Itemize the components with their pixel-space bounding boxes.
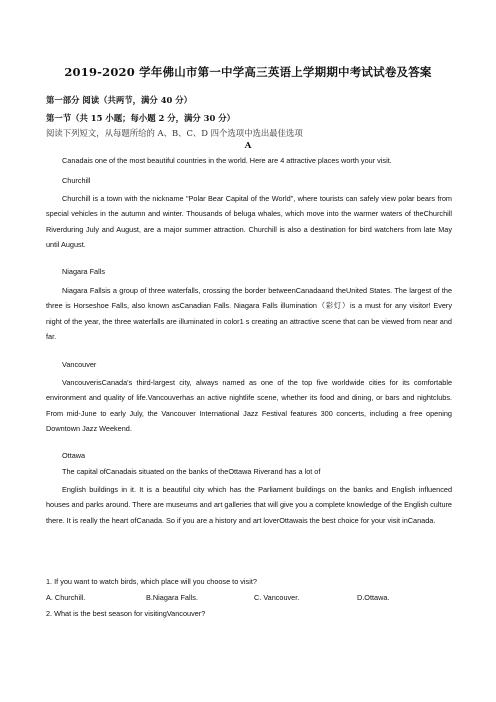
question-1: 1. If you want to watch birds, which place will you choose to visit? <box>46 577 257 586</box>
ottawa-paragraph: English buildings in it. It is a beautiful city which has the Parliament buildings on the banks and English influenced houses and parks around. There are museums and art galleries that will give you a complete knowledge of the English culture there. It is really the heart ofCanada. So if you are a history and art loverOttawais the best choice for your visit inCanada. <box>46 485 452 525</box>
part-heading: 第一部分 阅读（共两节，满分 40 分） <box>46 95 193 105</box>
ottawa-first-line: The capital ofCanadais situated on the banks of theOttawa Riverand has a lot of <box>62 467 321 476</box>
churchill-heading: Churchill <box>62 176 91 185</box>
churchill-paragraph: Churchill is a town with the nickname "Polar Bear Capital of the World", where tourists can safely view polar bears from special vehicles in the autumn and winter. Thousands of beluga whales, which move into the warmer waters of theChurchill Riverduring July and August, are a major summer attraction. Churchill is also a destination for bird watchers from late May until August. <box>46 194 452 250</box>
question-2: 2. What is the best season for visitingVancouver? <box>46 609 206 618</box>
question-1-option-c: C. Vancouver. <box>254 593 300 602</box>
section-heading: 第一节（共 15 小题；每小题 2 分，满分 30 分） <box>46 113 236 123</box>
niagara-heading: Niagara Falls <box>62 267 105 276</box>
question-1-option-b: B.Niagara Falls. <box>146 593 198 602</box>
ottawa-heading: Ottawa <box>62 451 86 460</box>
niagara-paragraph: Niagara Fallsis a group of three waterfalls, crossing the border betweenCanadaand theUnited States. The largest of the three is Horseshoe Falls, also known asCanadian Falls. Niagara Falls illumination（彩灯）is a must for any visitor! Every night of the year, the three waterfalls are illuminated in color1 s creating an attractive scene that can be viewed from near and far. <box>46 286 452 342</box>
question-1-option-a: A. Churchill. <box>46 593 86 602</box>
page-title: 2019-2020 学年佛山市第一中学高三英语上学期期中考试试卷及答案 <box>64 65 432 79</box>
vancouver-paragraph: VancouverisCanada's third-largest city, always named as one of the top five worldwide cities for its comfortable environment and quality of life.Vancouverhas an active nightlife scene, whether its food and dining, or bars and nightclubs. From mid-June to early July, the Vancouver International Jazz Festival features 300 concerts, including a free opening Downtown Jazz Weekend. <box>46 378 452 434</box>
question-1-option-d: D.Ottawa. <box>357 593 390 602</box>
intro-paragraph: Canadais one of the most beautiful countries in the world. Here are 4 attractive places worth your visit. <box>62 156 392 165</box>
passage-letter: A <box>244 141 252 151</box>
vancouver-heading: Vancouver <box>62 360 97 369</box>
instruction-text: 阅读下列短文，从每题所给的 A、B、C、D 四个选项中选出最佳选项 <box>46 128 303 138</box>
